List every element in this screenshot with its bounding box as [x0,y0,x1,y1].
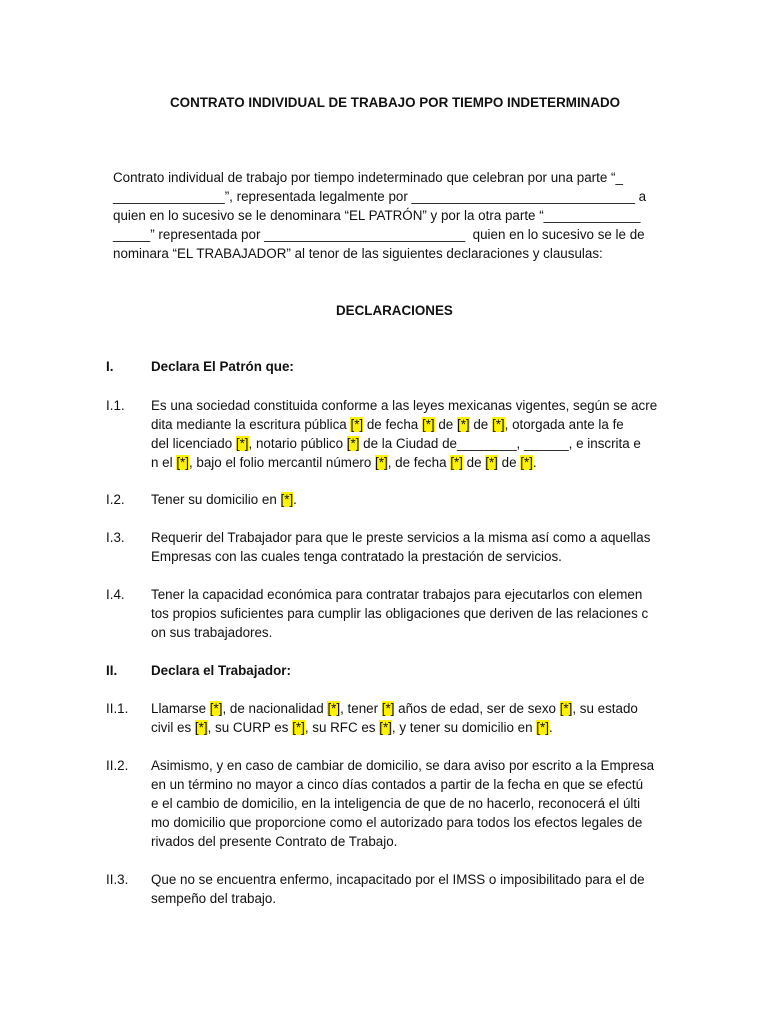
placeholder-field: [*] [235,436,249,451]
section-heading: Declara El Patrón que: [151,359,294,374]
placeholder-field: [*] [346,436,360,451]
clause-line: e el cambio de domicilio, en la inteligencia de que de no hacerlo, reconocerá el últi [151,796,641,811]
clause-line: Es una sociedad constituida conforme a las leyes mexicanas vigentes, según se acre [151,398,658,413]
clause-line: Tener su domicilio en [*]. [151,492,297,507]
section-heading: Declara el Trabajador: [151,663,291,678]
document-title: CONTRATO INDIVIDUAL DE TRABAJO POR TIEMPO INDETERMINADO [170,95,621,110]
intro-line: _____” representada por ___________________________ quien en lo sucesivo se le de [113,227,645,242]
placeholder-field: [*] [491,417,505,432]
clause-number: II.2. [106,758,129,773]
clause-number: I.1. [106,398,125,413]
placeholder-field: [*] [456,417,470,432]
clause-number: II.3. [106,872,129,887]
placeholder-field: [*] [450,455,463,470]
placeholder-field: [*] [379,720,392,735]
clause-line: Asimismo, y en caso de cambiar de domicilio, se dara aviso por escrito a la Empresa [151,758,655,773]
placeholder-field: [*] [292,720,305,735]
placeholder-field: [*] [176,455,189,470]
placeholder-field: [*] [280,492,294,507]
clause-line: Tener la capacidad económica para contratar trabajos para ejecutarlos con elemen [151,587,643,602]
placeholder-field: [*] [375,455,388,470]
clause-number: II.1. [106,701,129,716]
clause-line: civil es [*], su CURP es [*], su RFC es [*], y tener su domicilio en [*]. [151,720,553,735]
clause-number: I.4. [106,587,125,602]
placeholder-field: [*] [536,720,549,735]
intro-line: Contrato individual de trabajo por tiempo indeterminado que celebran por una parte “_ [113,170,623,185]
clause-line: Empresas con las cuales tenga contratado la prestación de servicios. [151,549,562,564]
section-title: DECLARACIONES [336,303,453,318]
clause-line: sempeño del trabajo. [151,891,277,906]
clause-line: Requerir del Trabajador para que le preste servicios a la misma así como a aquellas [151,530,651,545]
clause-number: I.3. [106,530,125,545]
placeholder-field: [*] [421,417,435,432]
clause-line: Que no se encuentra enfermo, incapacitado por el IMSS o imposibilitado para el de [151,872,645,887]
intro-line: _______________”, representada legalmente por ______________________________ a [113,189,647,204]
section-number: I. [106,359,114,374]
clause-line: en un término no mayor a cinco días contados a partir de la fecha en que se efectú [151,777,644,792]
clause-line: dita mediante la escritura pública [*] de fecha [*] de [*] de [*], otorgada ante la fe [151,417,624,432]
section-number: II. [106,663,118,678]
clause-line: rivados del presente Contrato de Trabajo. [151,834,398,849]
placeholder-field: [*] [327,701,341,716]
clause-line: mo domicilio que proporcione como el autorizado para todos los efectos legales de [151,815,643,830]
placeholder-field: [*] [209,701,223,716]
clause-number: I.2. [106,492,125,507]
placeholder-field: [*] [520,455,533,470]
placeholder-field: [*] [194,720,208,735]
placeholder-field: [*] [485,455,498,470]
clause-line: on sus trabajadores. [151,625,273,640]
clause-line: tos propios suficientes para cumplir las obligaciones que deriven de las relaciones c [151,606,649,621]
clause-line: del licenciado [*], notario público [*] de la Ciudad de________, ______, e inscrita e [151,436,641,451]
intro-line: nominara “EL TRABAJADOR” al tenor de las siguientes declaraciones y clausulas: [113,246,603,261]
placeholder-field: [*] [381,701,395,716]
intro-line: quien en lo sucesivo se le denominara “EL PATRÓN” y por la otra parte “_____________ [113,208,641,223]
placeholder-field: [*] [350,417,364,432]
placeholder-field: [*] [559,701,573,716]
clause-line: n el [*], bajo el folio mercantil número [*], de fecha [*] de [*] de [*]. [151,455,537,470]
clause-line: Llamarse [*], de nacionalidad [*], tener [*] años de edad, ser de sexo [*], su estado [151,701,638,716]
